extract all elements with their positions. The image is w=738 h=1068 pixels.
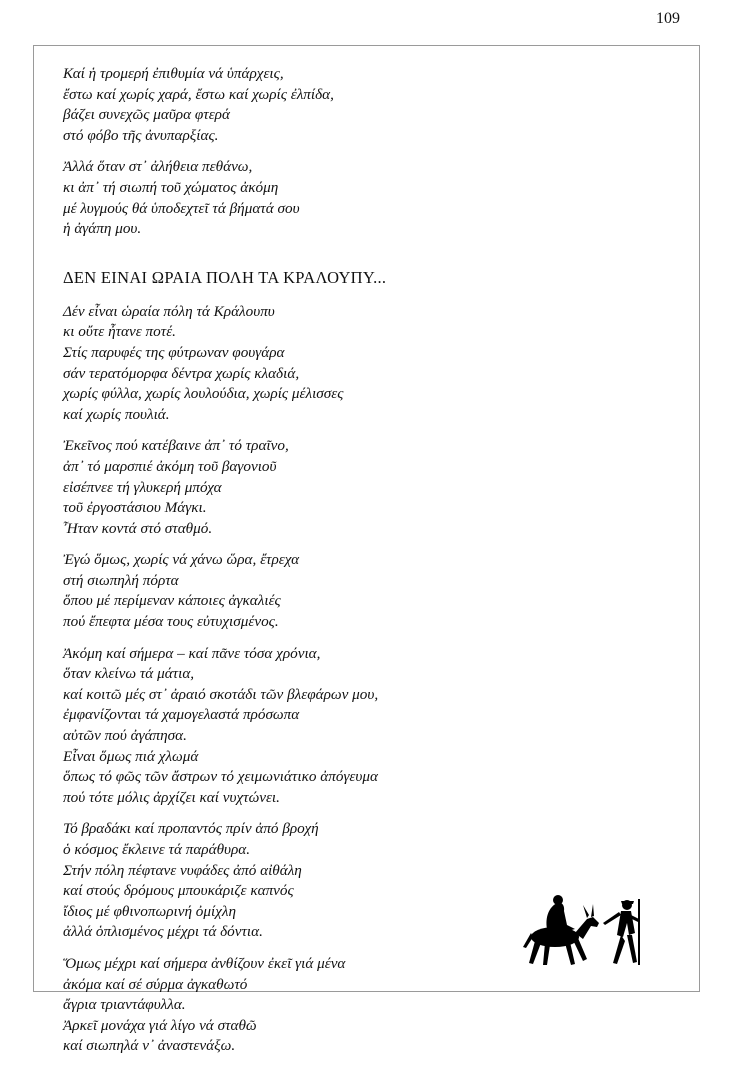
- poem-line: αὐτῶν πού ἀγάπησα.: [63, 727, 187, 745]
- poem-line: ἄγρια τριαντάφυλλα.: [63, 996, 186, 1014]
- poem-line: ὅταν κλείνω τά μάτια,: [63, 665, 195, 683]
- poem-line: Δέν εἶναι ὡραία πόλη τά Κράλουπυ: [63, 302, 275, 320]
- poem-line: Ἀλλά ὅταν στ᾽ ἀλήθεια πεθάνω,: [63, 158, 253, 176]
- poem-line: τοῦ ἐργοστάσιου Μάγκι.: [63, 499, 207, 517]
- poem-line: ὁ κόσμος ἔκλεινε τά παράθυρα.: [63, 841, 251, 858]
- poem-stanzas-before-title: [63, 64, 683, 240]
- poem-line: ἴδιος μέ φθινοπωρινή ὀμίχλη: [63, 902, 237, 920]
- poem-line: Τό βραδάκι καί προπαντός πρίν ἀπό βροχή: [63, 820, 319, 838]
- poem-line: Ἀκόμη καί σήμερα – καί πᾶνε τόσα χρόνια,: [63, 644, 321, 662]
- poem-line: ἔστω καί χωρίς χαρά, ἔστω καί χωρίς ἐλπίδα,: [63, 85, 334, 103]
- poem-line: ὅπως τό φῶς τῶν ἄστρων τό χειμωνιάτικο ἀπόγευμα: [63, 768, 378, 786]
- poem-line: εἰσέπνεε τή γλυκερή μπόχα: [63, 478, 222, 496]
- poem-line: κι ἀπ᾽ τή σιωπή τοῦ χώματος ἀκόμη: [63, 178, 279, 196]
- stanza: [63, 64, 683, 146]
- stanza: [63, 302, 683, 426]
- poem-line: σάν τερατόμορφα δέντρα χωρίς κλαδιά,: [63, 364, 300, 382]
- stanza: [63, 644, 683, 809]
- poem-line: ἀπ᾽ τό μαρσπιέ ἀκόμη τοῦ βαγονιοῦ: [63, 457, 277, 475]
- poem-line: Στίς παρυφές της φύτρωναν φουγάρα: [63, 343, 285, 361]
- poem-line: Ὅμως μέχρι καί σήμερα ἀνθίζουν ἐκεῖ γιά μένα: [63, 954, 346, 972]
- poem-line: Ἦταν κοντά στό σταθμό.: [63, 519, 213, 537]
- poem-title: ΔΕΝ ΕΙΝΑΙ ΩΡΑΙΑ ΠΟΛΗ ΤΑ ΚΡΑΛΟΥΠΥ...: [63, 267, 387, 287]
- stanza: [63, 550, 683, 632]
- poem-line: Καί ἡ τρομερή ἐπιθυμία νά ὑπάρχεις,: [63, 65, 284, 82]
- donkey-rider-silhouette-icon: [517, 893, 645, 971]
- poem-line: ἡ ἀγάπη μου.: [63, 220, 142, 238]
- poem-line: Στήν πόλη πέφτανε νυφάδες ἀπό αἰθάλη: [63, 861, 302, 879]
- poem-line: Ἐγώ ὅμως, χωρίς νά χάνω ὥρα, ἔτρεχα: [63, 551, 300, 569]
- poem-line: χωρίς φύλλα, χωρίς λουλούδια, χωρίς μέλισσες: [63, 385, 344, 403]
- poem-line: Ἀρκεῖ μονάχα γιά λίγο νά σταθῶ: [63, 1016, 257, 1034]
- poem-line: καί χωρίς πουλιά.: [63, 405, 170, 423]
- poem-line: ἐμφανίζονται τά χαμογελαστά πρόσωπα: [63, 706, 300, 724]
- poem-line: καί κοιτῶ μές στ᾽ ἀραιό σκοτάδι τῶν βλεφάρων μου,: [63, 685, 379, 703]
- poem-line: Εἶναι ὅμως πιά χλωμά: [63, 747, 199, 765]
- poem-line: ἀλλά ὁπλισμένος μέχρι τά δόντια.: [63, 923, 263, 941]
- poem-line: ὅπου μέ περίμεναν κάποιες ἀγκαλιές: [63, 592, 281, 610]
- poem-line: μέ λυγμούς θά ὑποδεχτεῖ τά βήματά σου: [63, 199, 300, 217]
- poem-line: καί στούς δρόμους μπουκάριζε καπνός: [63, 882, 294, 900]
- poem-line: πού ἔπεφτα μέσα τους εὐτυχισμένος.: [63, 613, 279, 631]
- poem-line: κι οὔτε ἦτανε ποτέ.: [63, 323, 176, 341]
- poem-line: στή σιωπηλή πόρτα: [63, 571, 179, 589]
- poem-line: Ἐκεῖνος πού κατέβαινε ἀπ᾽ τό τραῖνο,: [63, 437, 289, 455]
- stanza: [63, 436, 683, 539]
- page-number: 109: [656, 10, 680, 27]
- poem-line: πού τότε μόλις ἀρχίζει καί νυχτώνει.: [63, 788, 280, 806]
- stanza: [63, 157, 683, 239]
- poem-line: καί σιωπηλά ν᾽ ἀναστενάξω.: [63, 1037, 236, 1055]
- poem-line: ἀκόμα καί σέ σύρμα ἀγκαθωτό: [63, 975, 248, 993]
- poem-line: βάζει συνεχῶς μαῦρα φτερά: [63, 106, 230, 124]
- poem-line: στό φόβο τῆς ἀνυπαρξίας.: [63, 126, 219, 144]
